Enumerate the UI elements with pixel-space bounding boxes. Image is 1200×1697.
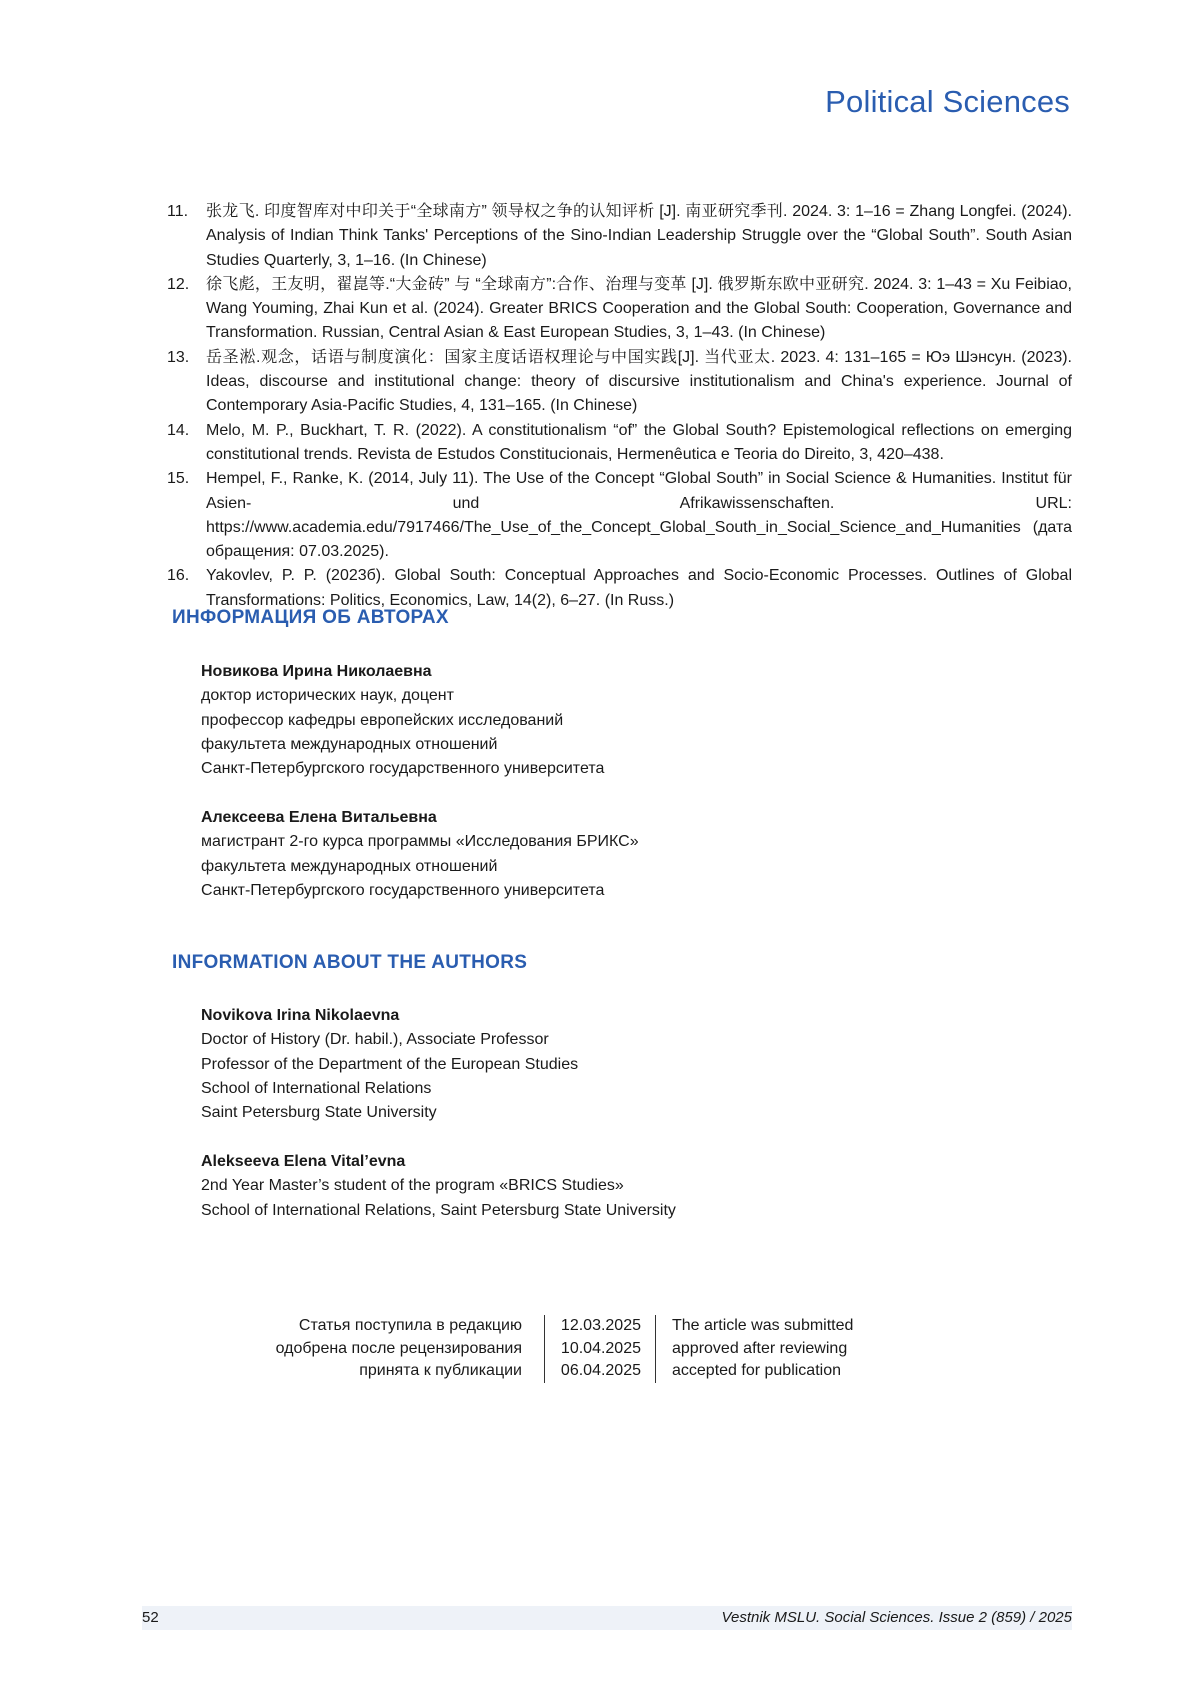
reference-number: 11. xyxy=(167,203,189,220)
authors-heading-en: INFORMATION ABOUT THE AUTHORS xyxy=(172,952,528,973)
dates-values xyxy=(545,1315,656,1383)
reference-text: 徐飞彪，王友明，翟崑等.“大金砖” 与 “全球南方”:合作、治理与变革 [J]. 俄罗斯东欧中亚研究. 2024. 3: 1–43 = Xu Feibiao, Wang Youming, Zhai Kun et al. (2024). Greater BRICS Cooperation and the Global South: Cooperation, Governance and Transformation. Russian, Central Asian & East European Studies, 3, 1–43. (In Chinese) xyxy=(206,275,1072,342)
author-block-ru-2 xyxy=(201,806,639,903)
reference-item xyxy=(167,200,1072,273)
date-label-en: accepted for publication xyxy=(672,1362,841,1379)
author-name: Novikova Irina Nikolaevna xyxy=(201,1007,400,1024)
author-detail: Professor of the Department of the European Studies xyxy=(201,1055,579,1073)
author-detail: факультета международных отношений xyxy=(201,857,498,875)
reference-item xyxy=(167,467,1072,564)
section-title: Political Sciences xyxy=(825,84,1070,119)
reference-number: 12. xyxy=(167,275,190,293)
reference-text: 张龙飞. 印度智库对中印关于“全球南方” 领导权之争的认知评析 [J]. 南亚研究季刊. 2024. 3: 1–16 = Zhang Longfei. (2024). Analysis of Indian Think Tanks' Perceptions of the Sino-Indian Leadership Struggle over the “Global South”. South Asian Studies Quarterly, 3, 1–16. (In Chinese) xyxy=(206,203,1072,269)
journal-citation: Vestnik MSLU. Social Sciences. Issue 2 (859) / 2025 xyxy=(721,1609,1072,1626)
author-detail: доктор исторических наук, доцент xyxy=(201,687,454,705)
dates-labels-ru xyxy=(250,1315,545,1383)
reference-number: 14. xyxy=(167,421,190,439)
reference-number: 13. xyxy=(167,348,190,366)
page-footer xyxy=(142,1606,1072,1630)
reference-item xyxy=(167,346,1072,419)
reference-list xyxy=(167,200,1072,613)
dates-labels-en xyxy=(656,1315,853,1383)
reference-item xyxy=(167,564,1072,613)
reference-text: Hempel, F., Ranke, K. (2014, July 11). The Use of the Concept “Global South” in Social Science & Humanities. Institut für Asien- und Afrikawissenschaften. URL: https://www.academia.edu/7917466/The_Use_of_the_Concept_Global_South_in_Social_Science_and_Humanities (дата обращения: 07.03.2025). xyxy=(206,470,1072,561)
date-label-ru: Статья поступила в редакцию xyxy=(298,1317,522,1334)
date-label-ru: принята к публикации xyxy=(359,1362,522,1379)
author-detail: магистрант 2-го курса программы «Исследования БРИКС» xyxy=(201,833,639,851)
author-block-en-1 xyxy=(201,1004,578,1125)
author-detail: Saint Petersburg State University xyxy=(201,1104,437,1122)
reference-item xyxy=(167,273,1072,346)
page-number: 52 xyxy=(142,1609,159,1626)
reference-text: Melo, M. P., Buckhart, T. R. (2022). A constitutionalism “of” the Global South? Epistemological reflections on emerging constitutional trends. Revista de Estudos Constitucionais, Hermenêutica e Teoria do Direito, 3, 420–438. xyxy=(206,421,1072,463)
date-value: 12.03.2025 xyxy=(560,1317,641,1334)
author-detail: School of International Relations, Saint Petersburg State University xyxy=(201,1201,676,1219)
author-detail: Санкт-Петербургского государственного университета xyxy=(201,881,605,899)
author-name: Alekseeva Elena Vital’evna xyxy=(201,1153,406,1170)
reference-text: Yakovlev, P. P. (2023б). Global South: Conceptual Approaches and Socio-Economic Processes. Outlines of Global Transformations: Politics, Economics, Law, 14(2), 6–27. (In Russ.) xyxy=(206,567,1072,609)
author-detail: профессор кафедры европейских исследований xyxy=(201,711,564,729)
authors-heading-ru: ИНФОРМАЦИЯ ОБ АВТОРАХ xyxy=(172,607,449,628)
reference-text: 岳圣淞.观念，话语与制度演化：国家主度话语权理论与中国实践[J]. 当代亚太. 2023. 4: 131–165 = Юэ Шэнсун. (2023). Ideas, discourse and institutional change: theory of discursive institutionalism and China's experience. Journal of Contemporary Asia-Pacific Studies, 4, 131–165. (In Chinese) xyxy=(206,348,1072,415)
author-detail: Doctor of History (Dr. habil.), Associate Professor xyxy=(201,1031,549,1049)
author-detail: Санкт-Петербургского государственного университета xyxy=(201,760,605,778)
author-name: Алексеева Елена Витальевна xyxy=(201,809,437,826)
date-value: 10.04.2025 xyxy=(560,1339,641,1357)
date-label-en: approved after reviewing xyxy=(672,1339,848,1357)
author-block-en-2 xyxy=(201,1150,676,1223)
date-label-en: The article was submitted xyxy=(672,1317,854,1334)
article-dates-table xyxy=(250,1315,853,1383)
date-label-ru: одобрена после рецензирования xyxy=(275,1339,522,1357)
date-value: 06.04.2025 xyxy=(560,1362,641,1379)
reference-number: 16. xyxy=(167,567,190,585)
author-name: Новикова Ирина Николаевна xyxy=(201,663,432,680)
author-detail: 2nd Year Master’s student of the program «BRICS Studies» xyxy=(201,1177,624,1195)
author-detail: School of International Relations xyxy=(201,1079,432,1097)
author-detail: факультета международных отношений xyxy=(201,735,498,753)
author-block-ru-1 xyxy=(201,660,604,781)
reference-number: 15. xyxy=(167,470,190,488)
reference-item xyxy=(167,419,1072,468)
